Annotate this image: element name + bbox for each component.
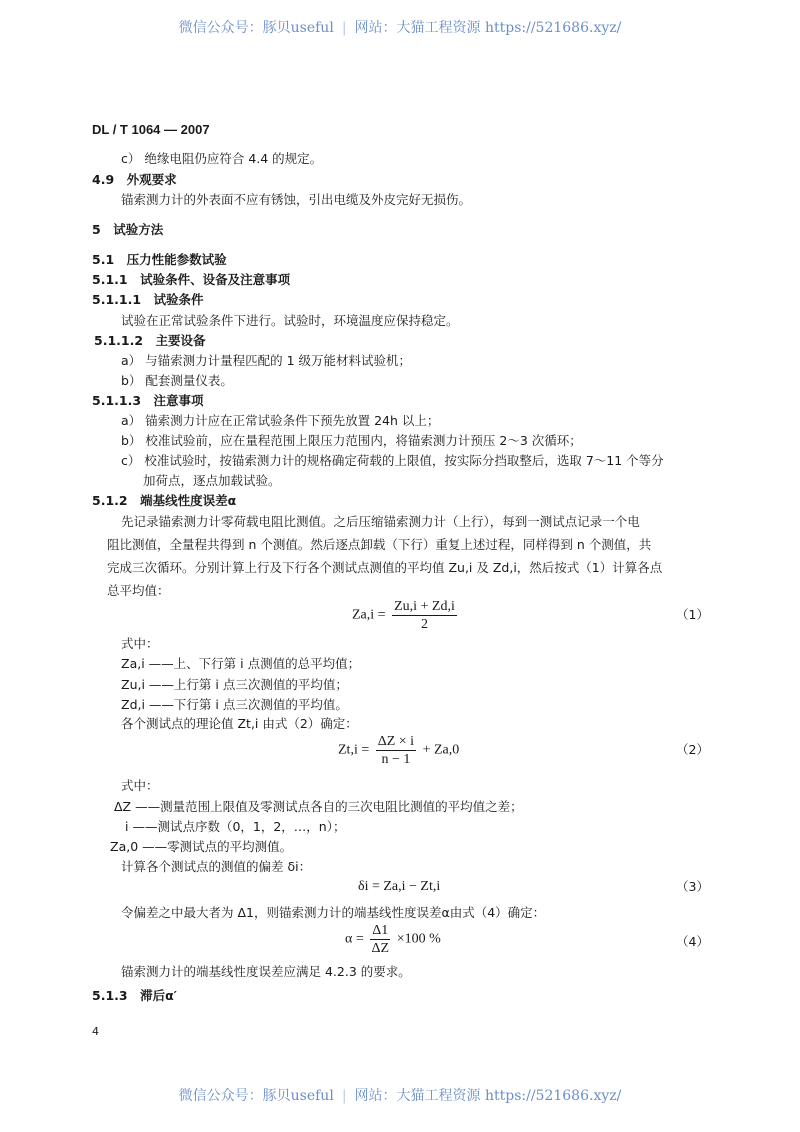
paragraph: 试验在正常试验条件下进行。试验时，环境温度应保持稳定。 <box>121 313 459 328</box>
eq-lhs: Zt,i = <box>338 742 370 758</box>
equation-4 <box>345 922 441 957</box>
equation-number: （4） <box>676 934 709 949</box>
eq-numerator: ΔZ × i <box>377 734 415 749</box>
list-item: a） 锚索测力计应在正常试验条件下预先放置 24h 以上； <box>121 413 440 428</box>
paragraph: 计算各个测试点的测值的偏差 δi： <box>121 859 312 874</box>
paragraph: 式中： <box>121 778 159 793</box>
list-item: a） 与锚索测力计量程匹配的 1 级万能材料试验机； <box>121 353 412 368</box>
equation-number: （3） <box>676 879 709 894</box>
equation-2 <box>338 733 459 768</box>
definition: Zu,i ——上行第 i 点三次测值的平均值； <box>121 677 348 692</box>
eq-numerator: Zu,i + Zd,i <box>394 599 455 614</box>
paragraph: 令偏差之中最大者为 Δ1，则锚索测力计的端基线性度误差α由式（4）确定： <box>121 905 546 920</box>
watermark-wechat: 微信公众号：豚贝useful <box>178 20 334 36</box>
equation-number: （1） <box>676 607 709 622</box>
section-heading: 5.1.1.2 主要设备 <box>94 333 206 348</box>
section-heading: 4.9 外观要求 <box>92 172 177 187</box>
page-number: 4 <box>92 1025 99 1038</box>
paragraph: 锚索测力计的外表面不应有锈蚀，引出电缆及外皮完好无损伤。 <box>121 192 472 207</box>
eq-lhs: Za,i = <box>352 607 386 623</box>
definition: Za,i ——上、下行第 i 点测值的总平均值； <box>121 656 361 671</box>
paragraph: 完成三次循环。分别计算上行及下行各个测试点测值的平均值 Zu,i 及 Zd,i，然后按式（1）计算各点 <box>107 560 663 575</box>
paragraph: 阻比测值，全量程共得到 n 个测值。然后逐点卸载（下行）重复上述过程，同样得到 n 个测值，共 <box>107 537 652 552</box>
list-item: b） 校准试验前，应在量程范围上限压力范围内，将锚索测力计预压 2～3 次循环； <box>121 433 582 448</box>
section-heading: 5 试验方法 <box>92 222 164 237</box>
equation-3: δi = Za,i − Zt,i <box>358 879 441 894</box>
paragraph: 各个测试点的理论值 Zt,i 由式（2）确定： <box>121 716 358 731</box>
paragraph: 式中： <box>121 636 159 651</box>
list-item: b） 配套测量仪表。 <box>121 373 233 388</box>
eq-numerator: Δ1 <box>372 923 389 938</box>
definition: Za,0 ——零测试点的平均测值。 <box>110 839 293 854</box>
equation-number: （2） <box>676 742 709 757</box>
section-heading: 5.1.2 端基线性度误差α <box>92 493 237 508</box>
equation-1 <box>352 598 460 633</box>
paragraph: 总平均值： <box>107 583 170 598</box>
eq-denominator: ΔZ <box>371 941 390 956</box>
section-heading: 5.1.3 滞后α′ <box>92 988 177 1003</box>
paragraph: 先记录锚索测力计零荷载电阻比测值。之后压缩锚索测力计（上行），每到一测试点记录一个电 <box>121 514 640 529</box>
section-heading: 5.1 压力性能参数试验 <box>92 252 227 267</box>
eq-denominator: 2 <box>420 617 428 632</box>
eq-rest: ×100 % <box>396 931 441 947</box>
section-heading: 5.1.1.3 注意事项 <box>92 393 204 408</box>
definition: i ——测试点序数（0，1，2，…，n）； <box>125 819 346 834</box>
list-item: 加荷点，逐点加载试验。 <box>143 473 281 488</box>
paragraph: 锚索测力计的端基线性度误差应满足 4.2.3 的要求。 <box>121 964 411 979</box>
list-item: c） 绝缘电阻仍应符合 4.4 的规定。 <box>121 151 323 166</box>
watermark-bottom: 微信公众号：豚贝useful | 网站：大猫工程资源 https://521686.xyz/ <box>178 1088 622 1104</box>
definition: ΔZ ——测量范围上限值及零测试点各自的三次电阻比测值的平均值之差； <box>114 799 523 814</box>
watermark-site: 网站：大猫工程资源 https://521686.xyz/ <box>354 20 622 36</box>
standard-header: DL / T 1064 — 2007 <box>92 122 210 137</box>
eq-denominator: n − 1 <box>381 752 411 767</box>
eq-lhs: α = <box>345 931 364 947</box>
eq-rest: + Za,0 <box>422 742 460 758</box>
watermark-site: 网站：大猫工程资源 https://521686.xyz/ <box>354 1088 622 1104</box>
section-heading: 5.1.1 试验条件、设备及注意事项 <box>92 272 291 287</box>
list-item: c） 校准试验时，按锚索测力计的规格确定荷载的上限值，按实际分挡取整后，选取 7～11 个等分 <box>121 453 664 468</box>
watermark-top: 微信公众号：豚贝useful | 网站：大猫工程资源 https://521686.xyz/ <box>178 20 622 36</box>
watermark-wechat: 微信公众号：豚贝useful <box>178 1088 334 1104</box>
definition: Zd,i ——下行第 i 点三次测值的平均值。 <box>121 697 348 712</box>
section-heading: 5.1.1.1 试验条件 <box>92 292 204 307</box>
